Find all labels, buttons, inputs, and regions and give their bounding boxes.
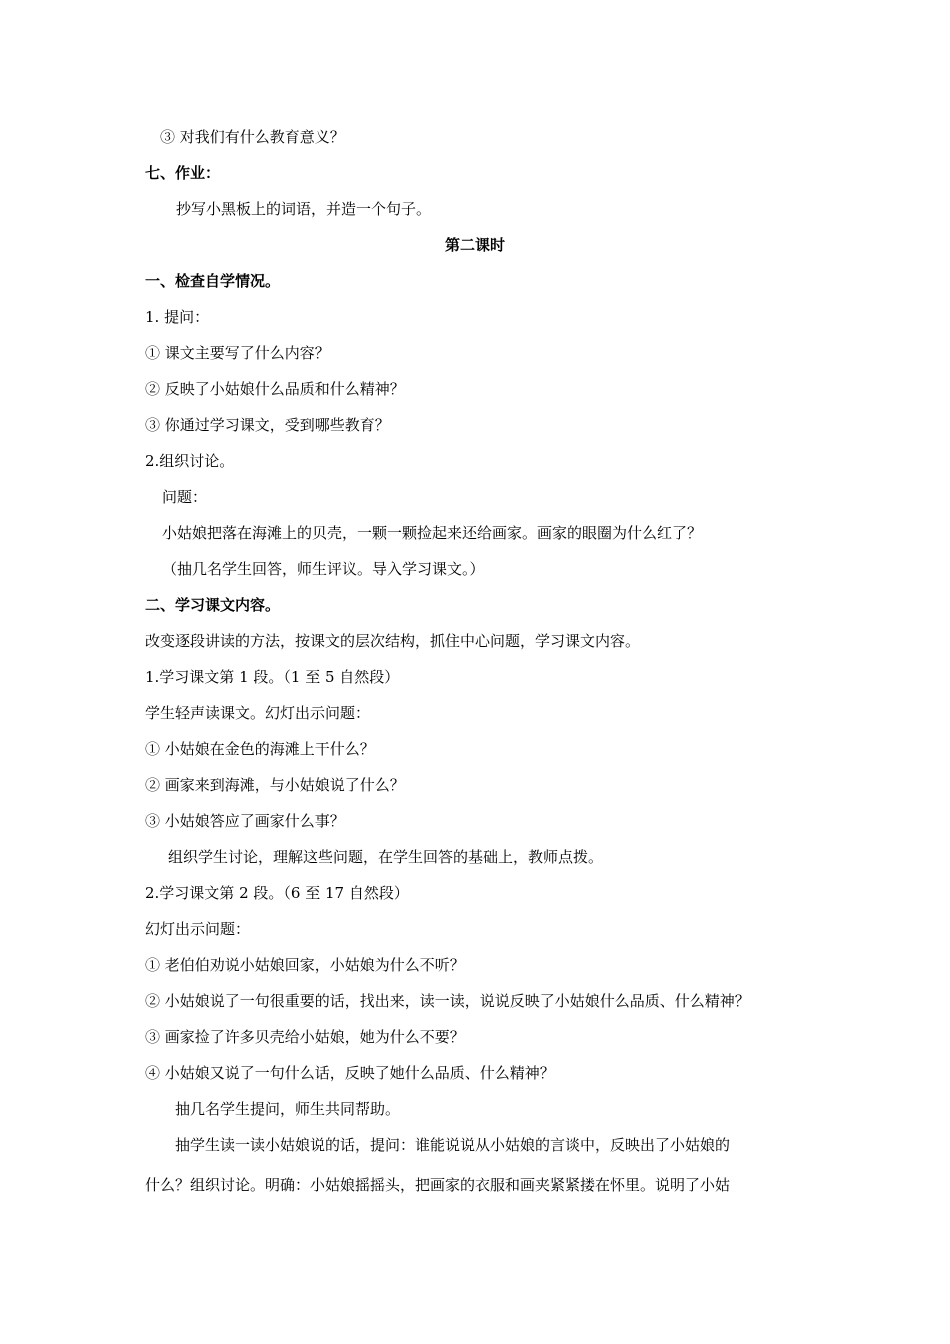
section-heading-study: 二、学习课文内容。: [145, 596, 281, 614]
question-item: ④ 小姑娘又说了一句什么话，反映了她什么品质、什么精神？: [145, 1064, 555, 1082]
question-item: ① 课文主要写了什么内容？: [145, 344, 330, 362]
section-heading-homework: 七、作业：: [145, 164, 221, 182]
question-item: ③ 你通过学习课文，受到哪些教育？: [145, 416, 390, 434]
question-item: ① 小姑娘在金色的海滩上干什么？: [145, 740, 375, 758]
question-item: ② 反映了小姑娘什么品质和什么精神？: [145, 380, 405, 398]
numbered-item: 1. 提问：: [145, 308, 210, 326]
homework-text: 抄写小黑板上的词语，并造一个句子。: [176, 200, 432, 218]
paragraph: 抽学生读一读小姑娘说的话，提问：谁能说说从小姑娘的言谈中，反映出了小姑娘的: [175, 1136, 731, 1154]
paragraph: 幻灯出示问题：: [145, 920, 251, 938]
paragraph: 什么？组织讨论。明确：小姑娘摇摇头，把画家的衣服和画夹紧紧搂在怀里。说明了小姑: [145, 1176, 731, 1194]
question-item: ③ 画家捡了许多贝壳给小姑娘，她为什么不要？: [145, 1028, 465, 1046]
question-label: 问题：: [162, 488, 208, 506]
question-item: ③ 小姑娘答应了画家什么事？: [145, 812, 345, 830]
numbered-item: 2.学习课文第 2 段。（6 至 17 自然段）: [145, 884, 409, 902]
question-item: ② 小姑娘说了一句很重要的话，找出来，读一读，说说反映了小姑娘什么品质、什么精神？: [145, 992, 750, 1010]
question-item: ② 画家来到海滩，与小姑娘说了什么？: [145, 776, 405, 794]
numbered-item: 2.组织讨论。: [145, 452, 235, 470]
paragraph: 学生轻声读课文。幻灯出示问题：: [145, 704, 371, 722]
paragraph: 组织学生讨论，理解这些问题，在学生回答的基础上，教师点拨。: [168, 848, 604, 866]
paragraph: 小姑娘把落在海滩上的贝壳，一颗一颗捡起来还给画家。画家的眼圈为什么红了？: [162, 524, 703, 542]
numbered-item: 1.学习课文第 1 段。（1 至 5 自然段）: [145, 668, 400, 686]
section-heading-check: 一、检查自学情况。: [145, 272, 281, 290]
paragraph: 改变逐段讲读的方法，按课文的层次结构，抓住中心问题，学习课文内容。: [145, 632, 641, 650]
question-item: ① 老伯伯劝说小姑娘回家，小姑娘为什么不听？: [145, 956, 465, 974]
question-item-3: ③ 对我们有什么教育意义？: [160, 128, 345, 146]
paragraph: 抽几名学生提问，师生共同帮助。: [175, 1100, 401, 1118]
lesson-title: 第二课时: [444, 236, 505, 254]
paragraph: （抽几名学生回答，师生评议。导入学习课文。）: [162, 560, 485, 578]
